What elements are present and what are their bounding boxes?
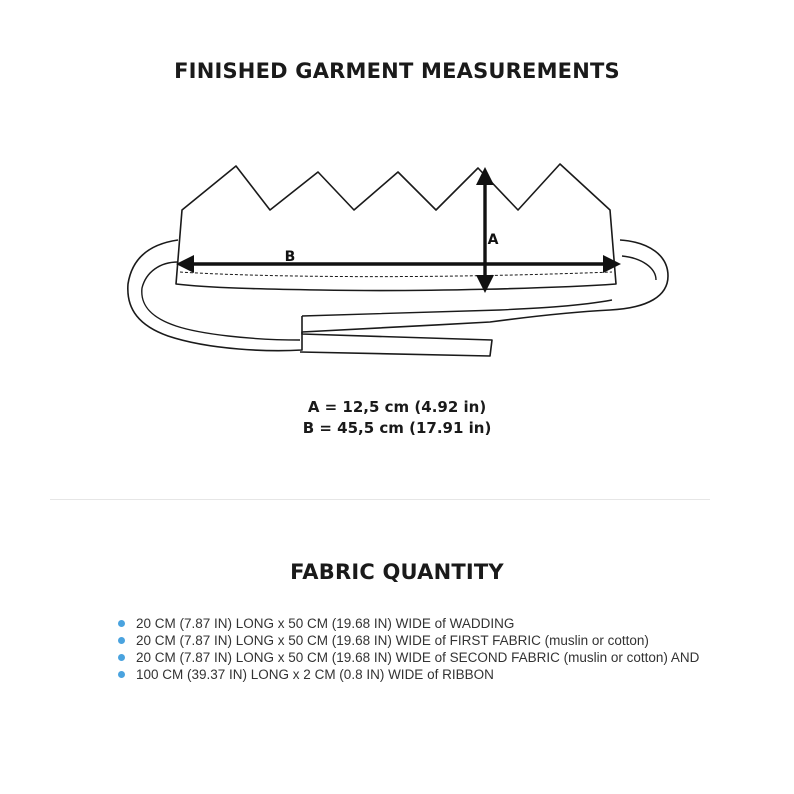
label-a: A: [487, 232, 499, 248]
ribbon-strip: [300, 316, 492, 356]
bullet-icon: [118, 620, 125, 627]
section-divider: [50, 499, 710, 500]
measurements-title: FINISHED GARMENT MEASUREMENTS: [174, 59, 620, 83]
list-item-text: 20 CM (7.87 IN) LONG x 50 CM (19.68 IN) WIDE of WADDING: [136, 616, 515, 631]
list-item: [118, 666, 738, 683]
list-item: [118, 615, 738, 632]
list-item-text: 100 CM (39.37 IN) LONG x 2 CM (0.8 IN) WIDE of RIBBON: [136, 667, 494, 682]
list-item: [118, 649, 738, 666]
bullet-icon: [118, 637, 125, 644]
measurement-a-value: A = 12,5 cm (4.92 in): [307, 398, 487, 416]
crown-band-right-inner: [622, 256, 656, 280]
fabric-title: FABRIC QUANTITY: [290, 560, 504, 584]
measurement-values: [0, 397, 794, 439]
bullet-icon: [118, 671, 125, 678]
crown-front-outline: [176, 164, 616, 291]
bullet-icon: [118, 654, 125, 661]
list-item: [118, 632, 738, 649]
list-item-text: 20 CM (7.87 IN) LONG x 50 CM (19.68 IN) WIDE of SECOND FABRIC (muslin or cotton) AND: [136, 650, 700, 665]
fabric-list: [118, 615, 738, 683]
label-b: B: [284, 249, 296, 265]
measurement-b-value: B = 45,5 cm (17.91 in): [302, 419, 492, 437]
list-item-text: 20 CM (7.87 IN) LONG x 50 CM (19.68 IN) WIDE of FIRST FABRIC (muslin or cotton): [136, 633, 649, 648]
